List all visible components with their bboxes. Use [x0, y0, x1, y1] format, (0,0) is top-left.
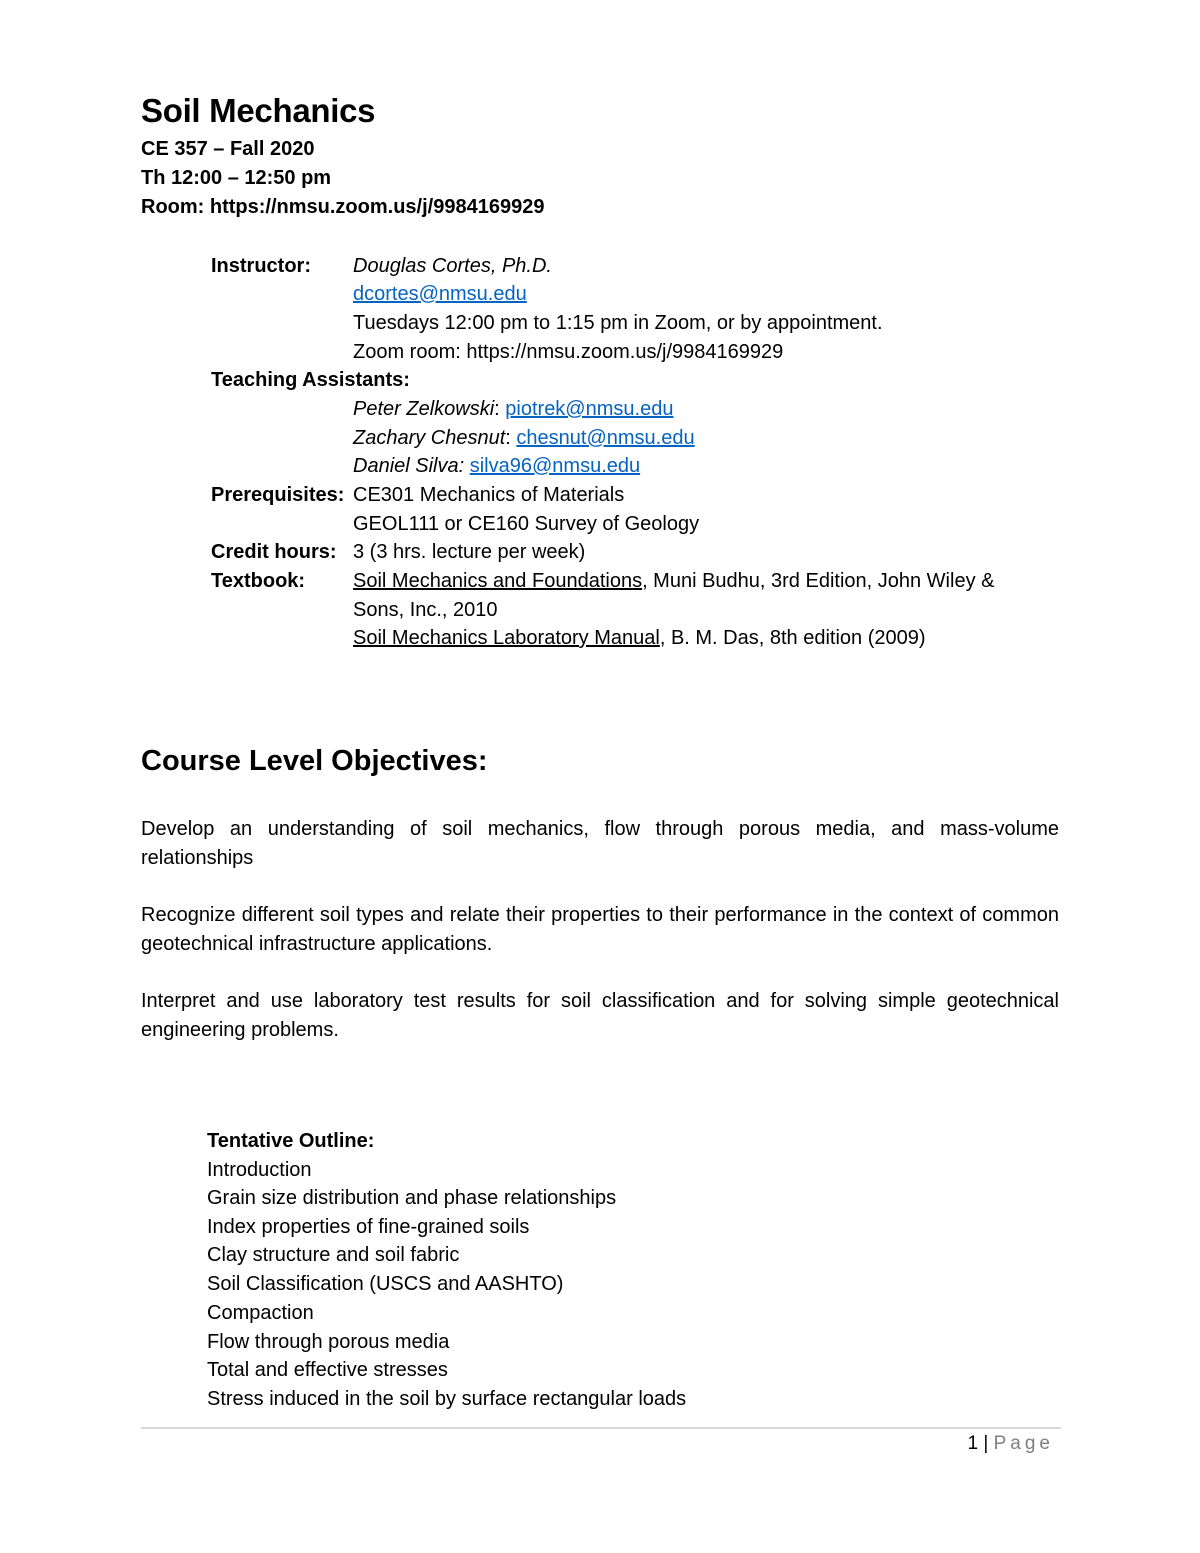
- outline-item: Total and effective stresses: [207, 1359, 448, 1381]
- prereq-2: GEOL111 or CE160 Survey of Geology: [353, 513, 700, 535]
- outline-item: Index properties of fine-grained soils: [207, 1216, 530, 1238]
- outline-item: Grain size distribution and phase relationships: [207, 1187, 617, 1209]
- ta-separator: :: [505, 427, 517, 449]
- footer-divider: [141, 1427, 1061, 1429]
- ta-name: Daniel Silva:: [353, 455, 465, 477]
- outline-item: Stress induced in the soil by surface rectangular loads: [207, 1388, 687, 1410]
- course-room: Room: https://nmsu.zoom.us/j/9984169929: [141, 196, 545, 218]
- course-code: CE 357 – Fall 2020: [141, 138, 315, 160]
- outline-item: Introduction: [207, 1159, 312, 1181]
- page-number: 1: [967, 1433, 979, 1454]
- course-time: Th 12:00 – 12:50 pm: [141, 167, 332, 189]
- credit-label: Credit hours:: [211, 541, 337, 563]
- outline-item: Compaction: [207, 1302, 314, 1324]
- ta-row: [353, 427, 695, 450]
- ta-label: Teaching Assistants:: [211, 369, 410, 391]
- outline-item: Soil Classification (USCS and AASHTO): [207, 1273, 564, 1295]
- prereq-label: Prerequisites:: [211, 484, 345, 506]
- page-title: Soil Mechanics: [141, 92, 376, 129]
- page-separator: |: [978, 1433, 994, 1454]
- page-word: Page: [993, 1433, 1054, 1454]
- ta-email-link[interactable]: silva96@nmsu.edu: [469, 455, 641, 477]
- ta-name: Zachary Chesnut: [353, 427, 506, 449]
- ta-email-link[interactable]: chesnut@nmsu.edu: [516, 427, 695, 449]
- objective-paragraph: Recognize different soil types and relate their properties to their performance in the context of common geotechnical infrastructure applications.: [141, 904, 1059, 955]
- credit-value: 3 (3 hrs. lecture per week): [353, 541, 586, 563]
- textbook-2-details: , B. M. Das, 8th edition (2009): [659, 627, 926, 649]
- ta-row: [353, 455, 640, 478]
- instructor-email-link[interactable]: dcortes@nmsu.edu: [353, 283, 527, 305]
- textbook-2: [353, 627, 926, 650]
- ta-row: [353, 398, 673, 421]
- textbook-label: Textbook:: [211, 570, 306, 592]
- objectives-heading: Course Level Objectives:: [141, 745, 488, 777]
- objective-paragraph: Interpret and use laboratory test results for soil classification and for solving simple geotechnical engineering problems.: [141, 990, 1059, 1041]
- textbook-1: [353, 570, 994, 593]
- textbook-1-title: Soil Mechanics and Foundations: [353, 570, 643, 592]
- prereq-1: CE301 Mechanics of Materials: [353, 484, 625, 506]
- textbook-1-cont: Sons, Inc., 2010: [353, 599, 498, 621]
- objective-paragraph: Develop an understanding of soil mechanics, flow through porous media, and mass-volume relationships: [141, 818, 1059, 869]
- instructor-name: Douglas Cortes, Ph.D.: [353, 255, 552, 277]
- office-hours: Tuesdays 12:00 pm to 1:15 pm in Zoom, or by appointment.: [353, 312, 883, 334]
- outline-heading: Tentative Outline:: [207, 1130, 375, 1152]
- textbook-1-details: , Muni Budhu, 3rd Edition, John Wiley &: [642, 570, 995, 592]
- ta-separator: :: [494, 398, 506, 420]
- page-footer: [968, 1433, 1054, 1455]
- instructor-label: Instructor:: [211, 255, 311, 277]
- zoom-room: Zoom room: https://nmsu.zoom.us/j/9984169929: [353, 341, 784, 363]
- outline-item: Clay structure and soil fabric: [207, 1244, 460, 1266]
- textbook-2-title: Soil Mechanics Laboratory Manual: [353, 627, 660, 649]
- ta-name: Peter Zelkowski: [353, 398, 495, 420]
- ta-email-link[interactable]: piotrek@nmsu.edu: [505, 398, 674, 420]
- outline-item: Flow through porous media: [207, 1331, 450, 1353]
